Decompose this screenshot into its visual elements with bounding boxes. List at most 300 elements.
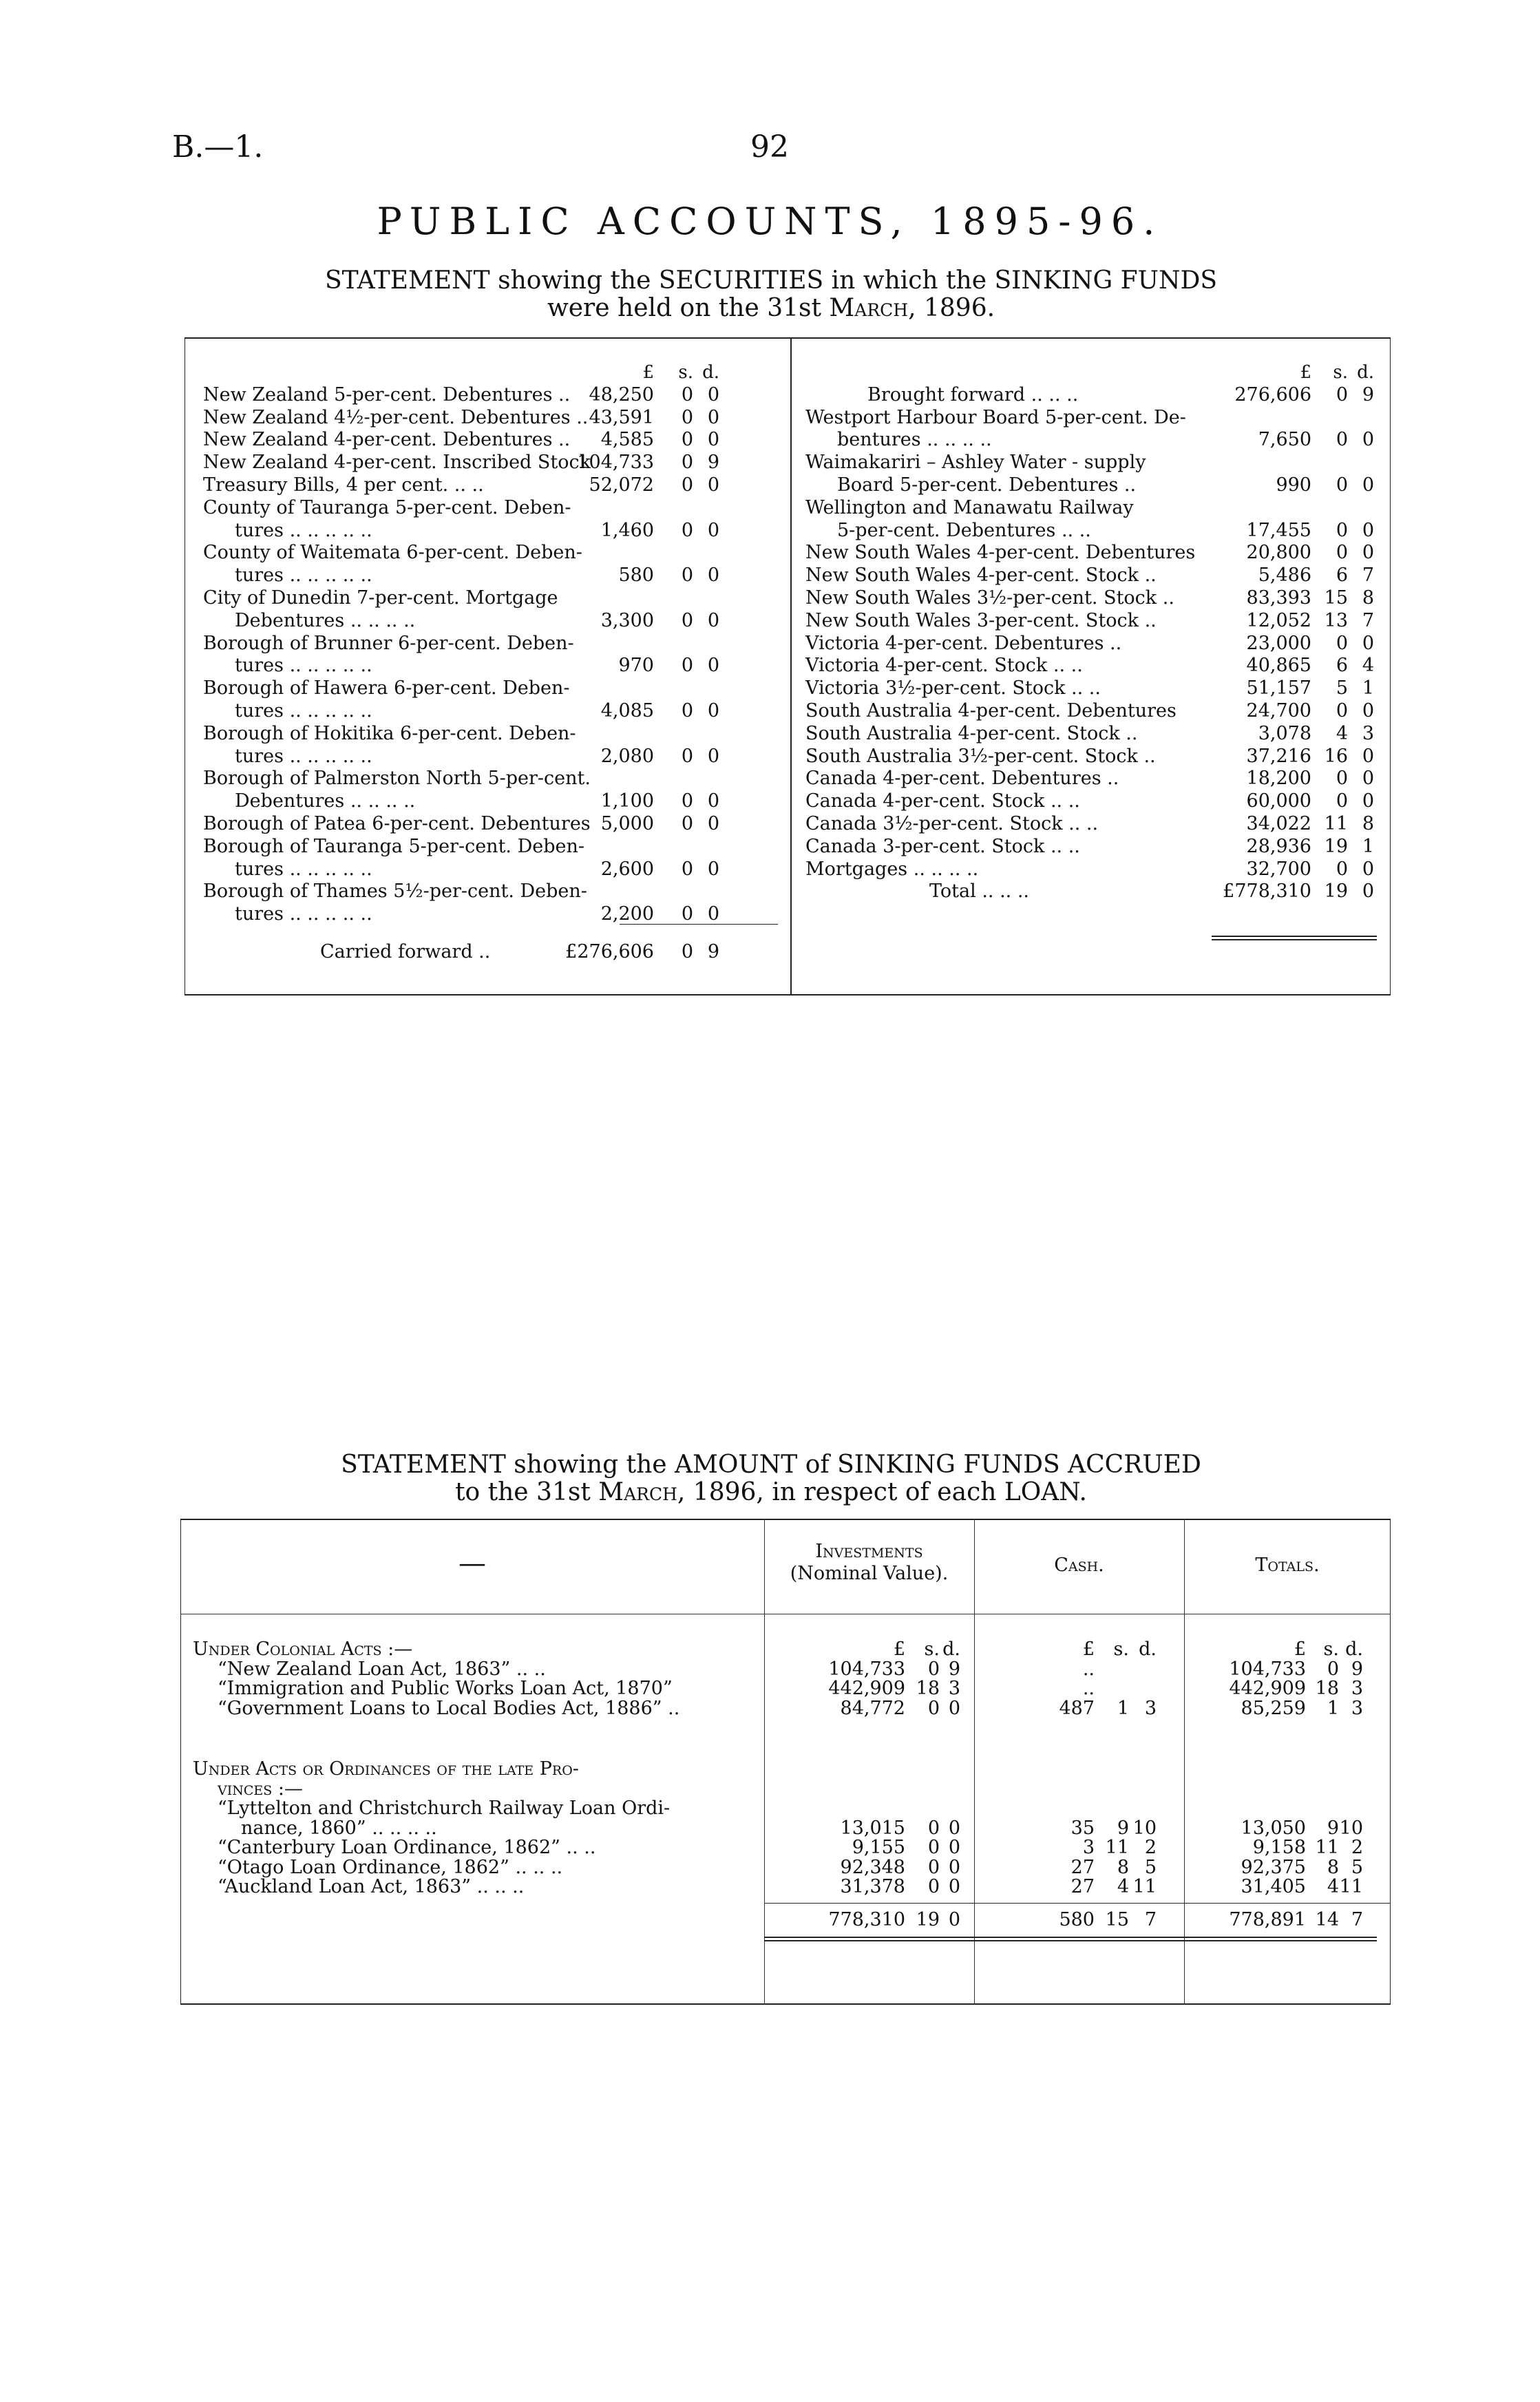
amount-pounds: 60,000 [1246,790,1311,812]
securities-row [203,746,795,768]
amount-pence: 0 [707,429,719,451]
amount-pounds: 1,100 [600,790,654,812]
loan-row [193,1799,1391,1819]
sinking-title-line1: STATEMENT showing the AMOUNT of SINKING FUNDS ACCRUED [341,1451,1201,1479]
security-label: Waimakariri – Ashley Water - supply [805,452,1146,474]
security-label: 5-per-cent. Debentures .. .. [837,519,1091,541]
security-label: Mortgages .. .. .. .. [805,858,979,880]
security-label: Canada 4-per-cent. Debentures .. [805,768,1119,790]
securities-row [805,677,1384,700]
loan-label: vinces :— [218,1778,303,1800]
amount-pounds: 32,700 [1246,858,1311,880]
cash-pounds: 27 [1070,1876,1095,1897]
amount-pence: 0 [1362,542,1374,564]
amount-pounds: £276,606 [565,940,654,962]
cash-pounds: 487 [1059,1697,1095,1719]
cash-pounds: 27 [1070,1856,1095,1878]
amount-pence: 0 [707,655,719,677]
tot-pence: 10 [1339,1817,1363,1839]
inv-pence: 0 [948,1697,960,1719]
tot-pounds: 104,733 [1229,1658,1306,1680]
inv-pounds: 104,733 [828,1658,905,1680]
security-label: South Australia 3½-per-cent. Stock .. [805,745,1156,767]
loan-row [193,1877,1391,1897]
amount-shillings: 0 [681,745,693,767]
amount-shillings: 0 [1336,542,1348,564]
tot-pence: 9 [1351,1658,1363,1680]
security-label: New Zealand 4-per-cent. Inscribed Stock [203,452,591,474]
amount-shillings: 15 [1324,587,1348,609]
section-heading [193,1760,1391,1780]
cash-shillings: 11 [1105,1837,1129,1858]
amount-pence: 1 [1362,835,1374,857]
page-title: PUBLIC ACCOUNTS, 1895-96. [377,200,1163,243]
security-label: Brought forward .. .. .. [867,383,1079,405]
loan-label: “Canterbury Loan Ordinance, 1862” .. .. [218,1837,596,1858]
units-row [805,361,1384,384]
loan-label: “Lyttelton and Christchurch Railway Loan Ordi- [218,1798,671,1819]
inv-shillings: 0 [927,1697,940,1719]
amount-pounds: 5,486 [1258,565,1311,587]
securities-row [203,858,795,881]
amount-pounds: 2,080 [600,745,654,767]
cash-shillings: 4 [1117,1876,1129,1897]
amount-shillings: 0 [1336,768,1348,790]
amount-pence: 0 [707,699,719,721]
security-label: tures .. .. .. .. .. [235,655,372,677]
amount-pounds: 18,200 [1246,768,1311,790]
security-label: tures .. .. .. .. .. [235,519,372,541]
tot-pence: 2 [1351,1837,1363,1858]
amount-pounds: 17,455 [1246,519,1311,541]
amount-shillings: 0 [1336,474,1348,496]
securities-row [203,407,795,430]
amount-pounds: 20,800 [1246,542,1311,564]
amount-pounds: 51,157 [1246,677,1311,699]
amount-pounds: 7,650 [1258,429,1311,451]
cash-pounds: £ [1082,1639,1095,1660]
security-label: County of Waitemata 6-per-cent. Deben- [203,542,582,564]
loan-row [193,1679,1391,1699]
amount-shillings: 0 [681,655,693,677]
amount-shillings: 13 [1324,609,1348,631]
security-label: New Zealand 4½-per-cent. Debentures .. [203,406,589,428]
cash-pence: d. [1139,1639,1157,1660]
amount-pounds: 4,085 [600,699,654,721]
security-label: Westport Harbour Board 5-per-cent. De- [805,406,1186,428]
amount-pounds: 4,585 [600,429,654,451]
securities-row [203,497,795,520]
inv-shillings: 0 [927,1876,940,1897]
inv-pence: 0 [948,1876,960,1897]
inv-shillings: 0 [927,1817,940,1839]
amount-pence: 0 [1362,429,1374,451]
amount-shillings: 0 [681,519,693,541]
amount-pounds: 52,072 [589,474,654,496]
securities-row [203,520,795,542]
securities-row [805,407,1384,430]
tot-pence: 3 [1351,1697,1363,1719]
securities-row [203,633,795,655]
amount-shillings: 0 [681,383,693,405]
amount-shillings: 0 [681,940,693,962]
security-label: Victoria 3½-per-cent. Stock .. .. [805,677,1101,699]
amount-pounds: £778,310 [1223,881,1311,903]
amount-shillings: 5 [1336,677,1348,699]
amount-shillings: 11 [1324,812,1348,834]
amount-pence: 0 [1362,632,1374,654]
amount-shillings: 0 [681,452,693,474]
amount-pounds: 34,022 [1246,812,1311,834]
securities-row [203,587,795,610]
loan-label: “Auckland Loan Act, 1863” .. .. .. [218,1876,525,1897]
tot-shillings: 0 [1327,1658,1339,1680]
amount-pounds: 43,591 [589,406,654,428]
inv-pounds: £ [893,1639,905,1660]
inv-pence: 0 [948,1908,960,1930]
amount-pounds: 24,700 [1246,699,1311,721]
amount-shillings: 0 [681,609,693,631]
amount-pence: 9 [1362,383,1374,405]
amount-pence: 0 [707,858,719,880]
inv-pence: 0 [948,1837,960,1858]
totals-double-rule [764,1937,1377,1941]
amount-shillings: 0 [1336,699,1348,721]
loan-row [193,1819,1391,1839]
amount-pence: 0 [1362,881,1374,903]
security-label: Borough of Hawera 6-per-cent. Deben- [203,677,570,699]
sinking-title-line2: to the 31st March, 1896, in respect of each LOAN. [455,1478,1087,1506]
securities-row [203,542,795,565]
loan-label: “Otago Loan Ordinance, 1862” .. .. .. [218,1856,563,1878]
inv-pounds: 13,015 [840,1817,905,1839]
security-label: Borough of Palmerston North 5-per-cent. [203,768,591,790]
amount-pounds: 48,250 [589,383,654,405]
amount-pence: 3 [1362,722,1374,744]
inv-pounds: 442,909 [828,1678,905,1699]
amount-pounds: 970 [618,655,654,677]
amount-pence: 0 [707,406,719,428]
security-label: New South Wales 3½-per-cent. Stock .. [805,587,1174,609]
securities-row [805,474,1384,497]
tot-pounds: 442,909 [1229,1678,1306,1699]
cash-shillings: 8 [1117,1856,1129,1878]
inv-pounds: 31,378 [840,1876,905,1897]
securities-row [203,610,795,633]
tot-shillings: 4 [1327,1876,1339,1897]
security-label: South Australia 4-per-cent. Stock .. [805,722,1138,744]
security-label: New South Wales 4-per-cent. Stock .. [805,565,1157,587]
security-label: New South Wales 3-per-cent. Stock .. [805,609,1157,631]
tot-pence: 5 [1351,1856,1363,1878]
unit-pounds: £ [642,362,654,383]
securities-row [805,655,1384,677]
loan-row [193,1838,1391,1858]
securities-row [805,497,1384,520]
security-label: Victoria 4-per-cent. Stock .. .. [805,655,1083,677]
inv-shillings: 19 [916,1908,940,1930]
sinking-funds-statement-title [207,1451,1336,1506]
amount-shillings: 0 [1336,632,1348,654]
amount-pence: 0 [707,903,719,925]
blank-column-header: — [458,1548,486,1579]
amount-pence: 0 [707,519,719,541]
security-label: City of Dunedin 7-per-cent. Mortgage [203,587,558,609]
security-label: South Australia 4-per-cent. Debentures [805,699,1177,721]
amount-shillings: 19 [1324,881,1348,903]
securities-row [805,542,1384,565]
security-label: tures .. .. .. .. .. [235,565,372,587]
securities-row [805,587,1384,610]
tot-pounds: 92,375 [1241,1856,1306,1878]
amount-shillings: 0 [681,790,693,812]
securities-title-line1: STATEMENT showing the SECURITIES in which the SINKING FUNDS [324,266,1218,295]
amount-shillings: 0 [681,858,693,880]
amount-shillings: 0 [1336,790,1348,812]
securities-row [203,452,795,474]
totals-column-header: Totals. [1255,1555,1320,1576]
section-heading [193,1780,1391,1800]
inv-pence: 9 [948,1658,960,1680]
amount-pence: 0 [1362,768,1374,790]
amount-pence: 0 [1362,699,1374,721]
tot-pence: 7 [1351,1908,1363,1930]
securities-row [203,700,795,723]
total-row [805,881,1384,903]
amount-shillings: 0 [1336,383,1348,405]
amount-pounds: 990 [1276,474,1311,496]
document-reference: B.—1. [172,129,264,165]
tot-shillings: 9 [1327,1817,1339,1839]
securities-row [805,384,1384,407]
security-label: New South Wales 4-per-cent. Debentures [805,542,1196,564]
securities-row [203,723,795,746]
tot-pence: 3 [1351,1678,1363,1699]
amount-pence: 0 [707,565,719,587]
security-label: Canada 4-per-cent. Stock .. .. [805,790,1080,812]
inv-shillings: s. [924,1639,940,1660]
tot-pounds: 85,259 [1241,1697,1306,1719]
loan-row [193,1699,1391,1719]
inv-pounds: 778,310 [828,1908,905,1930]
amount-pounds: 3,300 [600,609,654,631]
inv-pounds: 92,348 [840,1856,905,1878]
inv-pence: d. [942,1639,960,1660]
unit-pence: d. [702,362,719,383]
tot-pence: 11 [1339,1876,1363,1897]
tot-shillings: s. [1323,1639,1339,1660]
security-label: Canada 3-per-cent. Stock .. .. [805,835,1080,857]
tot-shillings: 18 [1315,1678,1339,1699]
amount-pounds: 580 [618,565,654,587]
security-label: Treasury Bills, 4 per cent. .. .. [203,474,484,496]
securities-row [805,452,1384,474]
amount-pence: 9 [707,452,719,474]
amount-pounds: 5,000 [600,812,654,834]
amount-shillings: 19 [1324,835,1348,857]
cash-pounds: 580 [1059,1908,1095,1930]
amount-pence: 0 [1362,519,1374,541]
amount-shillings: 0 [681,699,693,721]
amount-pounds: 276,606 [1234,383,1311,405]
amount-shillings: 0 [1336,519,1348,541]
amount-shillings: 0 [681,474,693,496]
tot-pounds: 13,050 [1241,1817,1306,1839]
amount-pence: 0 [707,609,719,631]
amount-pounds: 104,733 [577,452,654,474]
amount-shillings: 0 [1336,429,1348,451]
security-label: New Zealand 5-per-cent. Debentures .. [203,383,571,405]
sinking-funds-rows [193,1640,1391,1941]
amount-pounds: 12,052 [1246,609,1311,631]
security-label: Total .. .. .. [929,881,1029,903]
amount-pence: 4 [1362,655,1374,677]
security-label: bentures .. .. .. .. [837,429,992,451]
securities-right-column [805,361,1384,903]
amount-pence: 8 [1362,812,1374,834]
loan-label: “Immigration and Public Works Loan Act, 1870” [218,1678,673,1699]
units-row [203,361,795,384]
tot-pounds: £ [1294,1639,1306,1660]
security-label: tures .. .. .. .. .. [235,745,372,767]
securities-left-column [203,361,795,964]
security-label: Borough of Tauranga 5-per-cent. Deben- [203,835,584,857]
security-label: County of Tauranga 5-per-cent. Deben- [203,496,571,518]
security-label: Wellington and Manawatu Railway [805,496,1134,518]
securities-title-line2: were held on the 31st March, 1896. [547,294,995,322]
inv-pounds: 84,772 [840,1697,905,1719]
securities-row [805,790,1384,813]
unit-shillings: s. [678,362,693,383]
amount-pence: 9 [707,940,719,962]
security-label: tures .. .. .. .. .. [235,699,372,721]
inv-pence: 0 [948,1856,960,1878]
amount-pence: 7 [1362,565,1374,587]
loan-row [193,1858,1391,1878]
security-label: Borough of Patea 6-per-cent. Debentures [203,812,591,834]
loan-label: Under Acts or Ordinances of the late Pro- [193,1758,579,1780]
securities-row [203,836,795,858]
amount-pence: 1 [1362,677,1374,699]
inv-shillings: 0 [927,1658,940,1680]
amount-pence: 0 [1362,474,1374,496]
inv-pence: 0 [948,1817,960,1839]
cash-shillings: 1 [1117,1697,1129,1719]
cash-pence: 5 [1144,1856,1157,1878]
security-label: Victoria 4-per-cent. Debentures .. [805,632,1122,654]
cash-column-header: Cash. [1054,1555,1104,1576]
loan-label: “New Zealand Loan Act, 1863” .. .. [218,1658,546,1680]
amount-pence: 0 [707,474,719,496]
inv-shillings: 0 [927,1856,940,1878]
tot-shillings: 1 [1327,1697,1339,1719]
tot-pence: d. [1345,1639,1363,1660]
loan-label: Under Colonial Acts :— [193,1639,413,1660]
amount-shillings: 0 [681,565,693,587]
securities-row [203,813,795,836]
security-label: Board 5-per-cent. Debentures .. [837,474,1137,496]
amount-shillings: 0 [681,406,693,428]
securities-row [805,768,1384,790]
cash-shillings: 9 [1117,1817,1129,1839]
security-label: Canada 3½-per-cent. Stock .. .. [805,812,1099,834]
tot-shillings: 14 [1315,1908,1339,1930]
securities-row [203,655,795,677]
totals-row [193,1910,1391,1930]
unit-pence: d. [1357,362,1374,383]
cash-shillings: 15 [1105,1908,1129,1930]
totals-rule [764,1903,1391,1904]
amount-shillings: 4 [1336,722,1348,744]
tot-pounds: 778,891 [1229,1908,1306,1930]
amount-pounds: 37,216 [1246,745,1311,767]
amount-shillings: 0 [681,812,693,834]
amount-shillings: 0 [681,903,693,925]
carried-forward-row [203,941,795,964]
security-label: New Zealand 4-per-cent. Debentures .. [203,429,571,451]
loan-label: “Government Loans to Local Bodies Act, 1886” .. [218,1697,680,1719]
security-label: Debentures .. .. .. .. [235,609,416,631]
page-number: 92 [750,129,789,165]
cash-pence: 7 [1144,1908,1157,1930]
amount-pence: 0 [1362,858,1374,880]
amount-pence: 8 [1362,587,1374,609]
securities-row [805,520,1384,542]
securities-row [203,384,795,407]
tot-pounds: 9,158 [1252,1837,1306,1858]
security-label: Borough of Brunner 6-per-cent. Deben- [203,632,574,654]
amount-pence: 0 [707,383,719,405]
cash-pounds: .. [1082,1678,1095,1699]
amount-pounds: 3,078 [1258,722,1311,744]
cash-pence: 11 [1132,1876,1157,1897]
securities-row [805,858,1384,881]
amount-pounds: 83,393 [1246,587,1311,609]
inv-pence: 3 [948,1678,960,1699]
security-label: Borough of Thames 5½-per-cent. Deben- [203,881,587,903]
securities-row [805,746,1384,768]
security-label: tures .. .. .. .. .. [235,903,372,925]
security-label: Carried forward .. [320,940,491,962]
securities-row [203,474,795,497]
securities-row [203,903,795,926]
tot-pounds: 31,405 [1241,1876,1306,1897]
amount-pounds: 2,600 [600,858,654,880]
amount-pence: 0 [1362,745,1374,767]
tot-shillings: 8 [1327,1856,1339,1878]
securities-row [805,565,1384,587]
cash-pounds: 35 [1070,1817,1095,1839]
securities-row [805,429,1384,452]
amount-pence: 0 [1362,790,1374,812]
securities-row [203,881,795,903]
amount-pence: 7 [1362,609,1374,631]
loan-row [193,1660,1391,1680]
security-label: Debentures .. .. .. .. [235,790,416,812]
amount-shillings: 6 [1336,655,1348,677]
securities-row [203,790,795,813]
securities-row [805,610,1384,633]
amount-shillings: 6 [1336,565,1348,587]
cash-pence: 2 [1144,1837,1157,1858]
tot-shillings: 11 [1315,1837,1339,1858]
cash-pence: 10 [1132,1817,1157,1839]
securities-row [805,700,1384,723]
section-heading [193,1640,1391,1660]
securities-row [203,768,795,790]
inv-shillings: 0 [927,1837,940,1858]
inv-shillings: 18 [916,1678,940,1699]
